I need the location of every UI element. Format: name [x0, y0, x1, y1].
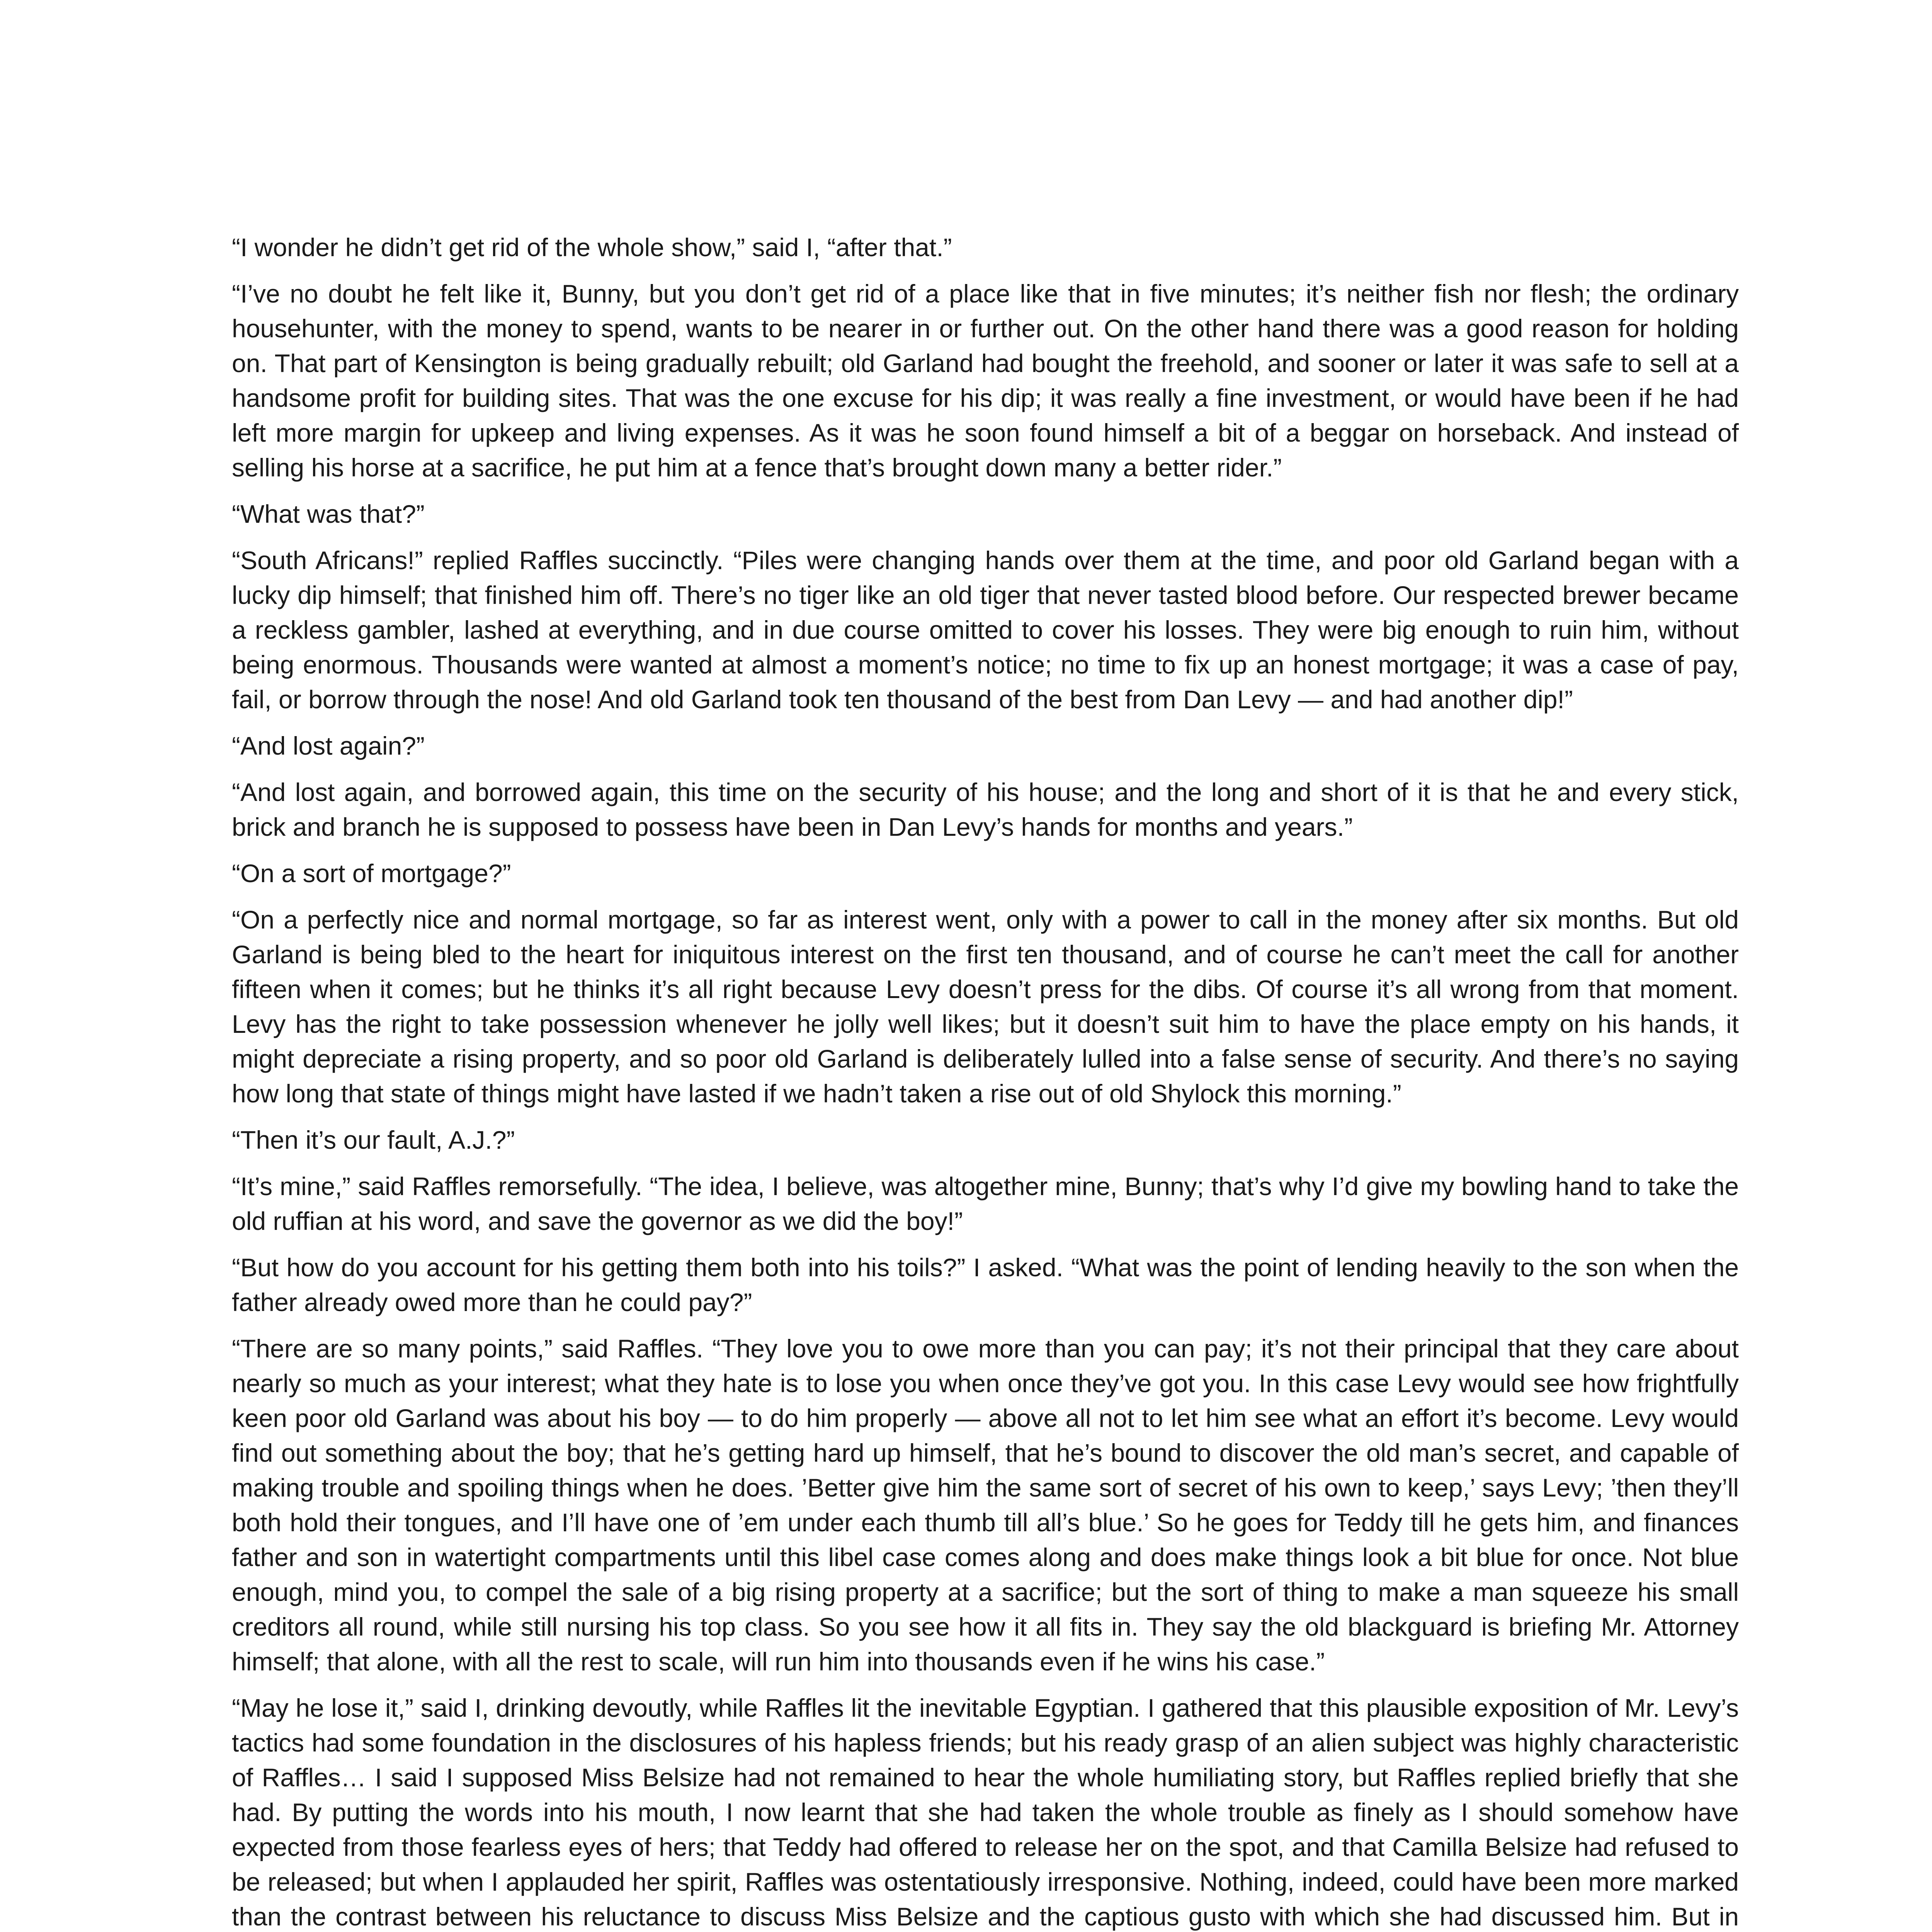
paragraph: “On a perfectly nice and normal mortgage, so far as interest went, only with a power to call in the money after six months. But old Garland is being bled to the heart for iniquitous interest on the first ten thousand, and of course he can’t meet the call for another fifteen when it comes; but he thinks it’s all right because Levy doesn’t press for the dibs. Of course it’s all wrong from that moment. Levy has the right to take possession whenever he jolly well likes; but it doesn’t suit him to have the place empty on his hands, it might depreciate a rising property, and so poor old Garland is deliberately lulled into a false sense of security. And there’s no saying how long that state of things might have lasted if we hadn’t taken a rise out of old Shylock this morning.” — [232, 905, 1739, 1108]
paragraph: “And lost again, and borrowed again, this time on the security of his house; and the long and short of it is that he and every stick, brick and branch he is supposed to possess have been in Dan Levy’s hands for months and years.” — [232, 778, 1739, 841]
paragraph: “It’s mine,” said Raffles remorsefully. “The idea, I believe, was altogether mine, Bunny; that’s why I’d give my bowling hand to take the old ruffian at his word, and save the governor as we did the boy!” — [232, 1172, 1739, 1235]
paragraph: “On a sort of mortgage?” — [232, 859, 511, 888]
page-body-text — [232, 230, 1739, 1932]
paragraph: “I’ve no doubt he felt like it, Bunny, but you don’t get rid of a place like that in five minutes; it’s neither fish nor flesh; the ordinary househunter, with the money to spend, wants to be nearer in or further out. On the other hand there was a good reason for holding on. That part of Kensington is being gradually rebuilt; old Garland had bought the freehold, and sooner or later it was safe to sell at a handsome profit for building sites. That was the one excuse for his dip; it was really a fine investment, or would have been if he had left more margin for upkeep and living expenses. As it was he soon found himself a bit of a beggar on horseback. And instead of selling his horse at a sacrifice, he put him at a fence that’s brought down many a better rider.” — [232, 279, 1739, 482]
paragraph: “I wonder he didn’t get rid of the whole show,” said I, “after that.” — [232, 233, 952, 262]
paragraph: “What was that?” — [232, 500, 425, 528]
paragraph: “May he lose it,” said I, drinking devoutly, while Raffles lit the inevitable Egyptian. I gathered that this plausible exposition of Mr. Levy’s tactics had some foundation in the disclosures of his hapless friends; but his ready grasp of an alien subject was highly characteristic of Raffles… I said I supposed Miss Belsize had not remained to hear the whole humiliating story, but Raffles replied briefly that she had. By putting the words into his mouth, I now learnt that she had taken the whole trouble as finely as I should somehow have expected from those fearless eyes of hers; that Teddy had offered to release her on the spot, and that Camilla Belsize had refused to be released; but when I applauded her spirit, Raffles was ostentatiously irresponsive. Nothing, indeed, could have been more marked than the contrast between his reluctance to discuss Miss Belsize and the captious gusto with which she had discussed him. But in — [232, 1694, 1739, 1931]
paragraph: “Then it’s our fault, A.J.?” — [232, 1126, 515, 1154]
paragraph: “There are so many points,” said Raffles. “They love you to owe more than you can pay; it’s not their principal that they care about nearly so much as your interest; what they hate is to lose you when once they’ve got you. In this case Levy would see how frightfully keen poor old Garland was about his boy — to do him properly — above all not to let him see what an effort it’s become. Levy would find out something about the boy; that he’s getting hard up himself, that he’s bound to discover the old man’s secret, and capable of making trouble and spoiling things when he does. ’Better give him the same sort of secret of his own to keep,’ says Levy; ’then they’ll both hold their tongues, and I’ll have one of ’em under each thumb till all’s blue.’ So he goes for Teddy till he gets him, and finances father and son in watertight compartments until this libel case comes along and does make things look a bit blue for once. Not blue enough, mind you, to compel the sale of a big rising property at a sacrifice; but the sort of thing to make a man squeeze his small creditors all round, while still nursing his top class. So you see how it all fits in. They say the old blackguard is briefing Mr. Attorney himself; that alone, with all the rest to scale, will run him into thousands even if he wins his case.” — [232, 1334, 1739, 1676]
paragraph: “But how do you account for his getting them both into his toils?” I asked. “What was the point of lending heavily to the son when the father already owed more than he could pay?” — [232, 1253, 1739, 1316]
paragraph: “And lost again?” — [232, 731, 425, 760]
paragraph: “South Africans!” replied Raffles succinctly. “Piles were changing hands over them at the time, and poor old Garland began with a lucky dip himself; that finished him off. There’s no tiger like an old tiger that never tasted blood before. Our respected brewer became a reckless gambler, lashed at everything, and in due course omitted to cover his losses. They were big enough to ruin him, without being enormous. Thousands were wanted at almost a moment’s notice; no time to fix up an honest mortgage; it was a case of pay, fail, or borrow through the nose! And old Garland took ten thousand of the best from Dan Levy — and had another dip!” — [232, 546, 1739, 714]
